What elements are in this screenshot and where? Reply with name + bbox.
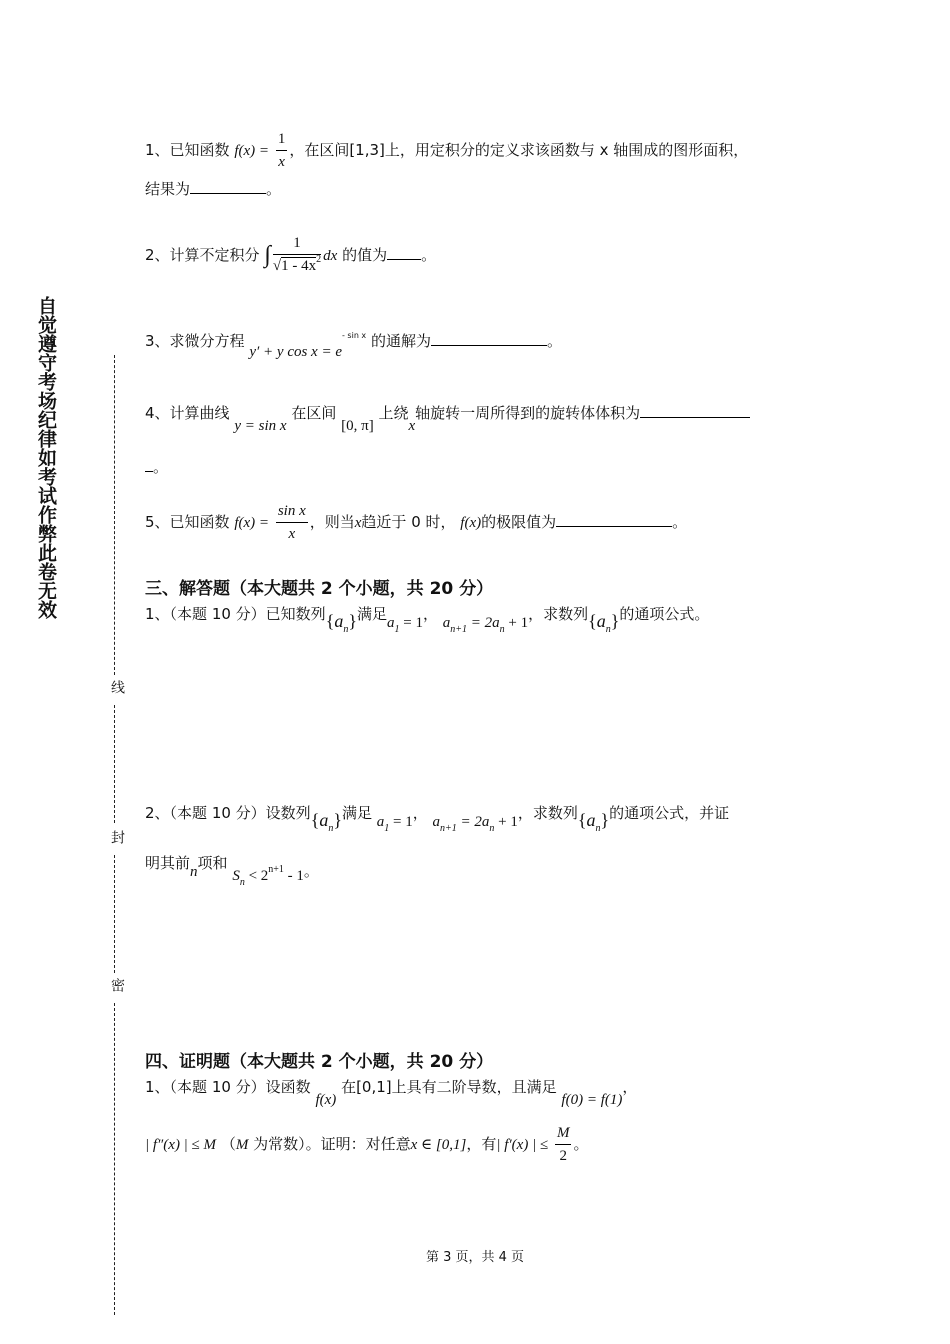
fill-q4-line2: 。 bbox=[145, 456, 168, 477]
fraction: $\frac{M}{2}$ bbox=[555, 1122, 572, 1167]
binding-line-segment bbox=[114, 705, 115, 823]
section4-heading: 四、证明题（本大题共 2 个小题，共 20 分） bbox=[145, 1052, 494, 1072]
binding-secret-char: 密 bbox=[109, 978, 125, 992]
s4-q1-line1: 1、（本题 10 分）设函数 f(x) 在[0,1]上具有二阶导数，且满足 f(0) = f(1)， bbox=[145, 1078, 638, 1108]
answer-blank[interactable] bbox=[556, 511, 672, 527]
binding-line-segment bbox=[114, 355, 115, 675]
fill-q3: 3、求微分方程 y′ + y $\cos x = e^{- sin x}$ 的通解为 。 bbox=[145, 331, 562, 360]
fraction: $\frac{1}{√1 - 4x^2}$ bbox=[273, 232, 321, 279]
exam-discipline-warning: 自觉遵守考场纪律如考试作弊此卷无效 bbox=[35, 296, 57, 619]
fraction: $\frac{\text{sin x}}{x}$ bbox=[276, 500, 308, 545]
s3-q1: 1、（本题 10 分）已知数列$\{a_n\}$满足$a_1 = 1$， $a_{n+1} = 2a_n + 1$，求数列$\{a_n\}$的通项公式。 bbox=[145, 605, 710, 635]
answer-blank[interactable] bbox=[145, 456, 153, 472]
fill-q4-line1: 4、计算曲线 y = sin x 在区间 [0, π] 上绕x轴旋转一周所得到的旋转体体积为 bbox=[145, 402, 750, 423]
s4-q1-line2: | f″(x) | ≤ M （M 为常数）。证明：对任意x ∈ [0,1]，有| f′(x) | ≤ $\frac{M}{2}$ 。 bbox=[145, 1122, 588, 1167]
fraction: $\frac{1}{x}$ bbox=[276, 128, 288, 173]
binding-line-char: 线 bbox=[109, 680, 125, 694]
answer-blank[interactable] bbox=[190, 178, 266, 194]
answer-blank[interactable] bbox=[431, 330, 547, 346]
fill-q2: 2、计算不定积分 ∫ $\frac{1}{√1 - 4x^2}$ dx 的值为 。 bbox=[145, 232, 436, 279]
binding-seal-char: 封 bbox=[109, 830, 125, 844]
page-number: 第 3 页，共 4 页 bbox=[425, 1250, 525, 1265]
s3-q2-line1: 2、（本题 10 分）设数列$\{a_n\}$满足 $a_1 = 1$， $a_{n+1} = 2a_n + 1$，求数列$\{a_n\}$的通项公式，并证 bbox=[145, 804, 730, 834]
answer-blank[interactable] bbox=[640, 402, 750, 418]
answer-blank[interactable] bbox=[387, 244, 421, 260]
fill-q1-line1: 1、已知函数 f(x) = $\frac{1}{x}$ ，在区间[1,3]上，用定积分的定义求该函数与 x 轴围成的图形面积， bbox=[145, 128, 748, 173]
fill-q1-line2: 结果为 。 bbox=[145, 180, 282, 198]
s3-q2-line2: 明其前n项和 $S_n < 2^{n+1} - 1$。 bbox=[145, 854, 319, 888]
binding-line-segment bbox=[114, 855, 115, 973]
fill-q5: 5、已知函数 f(x) = $\frac{\text{sin x}}{x}$ ，则当x趋近于 0 时， f(x)的极限值为 。 bbox=[145, 500, 687, 545]
binding-line-segment bbox=[114, 1003, 115, 1315]
section3-heading: 三、解答题（本大题共 2 个小题，共 20 分） bbox=[145, 579, 494, 599]
